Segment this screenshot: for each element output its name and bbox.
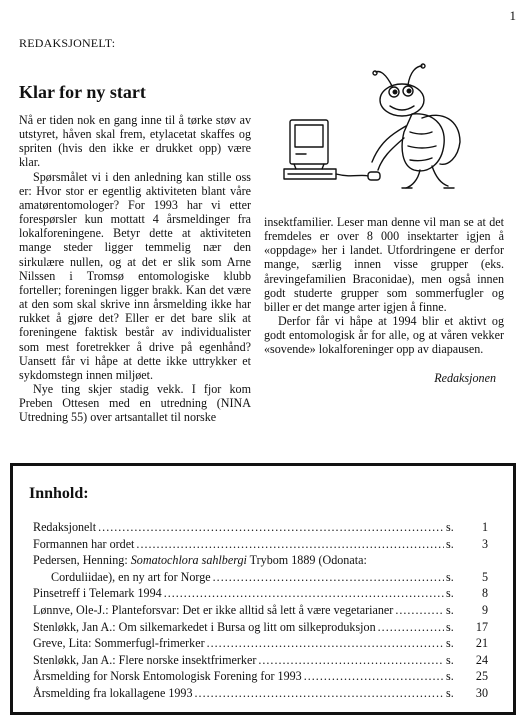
article-paragraph: Nye ting skjer stadig vekk. I fjor kom Preben Ottesen med en utredning (NINA Utredning 55) over artsantallet til norske <box>19 381 251 425</box>
toc-entry-title: Stenløkk, Jan A.: Om silkemarkedet i Bursa og litt om silkeproduksjon <box>33 619 376 634</box>
toc-entry[interactable] <box>33 519 488 536</box>
toc-leader-dots <box>136 536 444 553</box>
toc-leader-dots <box>378 619 444 636</box>
toc-leader-dots <box>207 635 444 652</box>
toc-entry-title: Årsmelding fra lokallagene 1993 <box>33 685 193 700</box>
toc-leader-dots <box>213 569 444 586</box>
toc-page-number: 9 <box>481 602 488 617</box>
toc-entry[interactable] <box>33 668 488 685</box>
toc-page-number: 3 <box>481 536 488 551</box>
toc-page-prefix: s. <box>446 685 454 700</box>
toc-leader-dots <box>195 685 444 702</box>
toc-page-number: 17 <box>475 619 488 634</box>
toc-page-prefix: s. <box>446 586 454 601</box>
toc-page-number: 5 <box>481 569 488 584</box>
toc-entry[interactable] <box>33 585 488 602</box>
toc-entry-title: Pedersen, Henning: Somatochlora sahlbergi Trybom 1889 (Odonata: <box>33 553 367 568</box>
toc-title: Innhold: <box>29 485 89 502</box>
toc-page-prefix: s. <box>446 669 454 684</box>
toc-entry[interactable] <box>33 652 488 669</box>
toc-entry-title: Greve, Lita: Sommerfugl-frimerker <box>33 636 205 651</box>
bug-at-computer-illustration <box>282 62 472 197</box>
article-paragraph: Nå er tiden nok en gang inne til å tørke støv av utstyret, håven skal frem, etylacetat skaffes og spriten (hvis den ikke er drukket opp) være klar. <box>19 113 251 170</box>
toc-entry[interactable] <box>33 685 488 702</box>
toc-leader-dots <box>304 668 444 685</box>
article-left-column <box>19 113 251 424</box>
species-name: Somatochlora sahlbergi <box>130 553 247 568</box>
article-title: Klar for ny start <box>19 82 146 102</box>
toc-page-number: 30 <box>475 685 488 700</box>
toc-page-number: 24 <box>475 652 488 667</box>
toc-page-prefix: s. <box>446 652 454 667</box>
toc-entry-title-continued: Corduliidae), en ny art for Norge <box>51 569 211 584</box>
table-of-contents <box>10 463 516 715</box>
toc-entry[interactable] <box>33 635 488 652</box>
toc-page-number: 8 <box>481 586 488 601</box>
toc-leader-dots <box>395 602 444 619</box>
toc-page-prefix: s. <box>446 636 454 651</box>
toc-entry-title: Stenløkk, Jan A.: Flere norske insektfrimerker <box>33 652 257 667</box>
toc-page-prefix: s. <box>446 569 454 584</box>
article-right-column <box>264 215 504 357</box>
section-label: REDAKSJONELT: <box>19 36 116 50</box>
toc-page-number: 1 <box>481 520 488 534</box>
toc-entry-title: Lønnve, Ole-J.: Planteforsvar: Det er ikke alltid så lett å være vegetarianer <box>33 602 394 617</box>
toc-page-number: 25 <box>475 669 488 684</box>
toc-page-prefix: s. <box>446 619 454 634</box>
toc-page-prefix: s. <box>446 602 454 617</box>
toc-entry[interactable] <box>33 602 488 619</box>
toc-entry[interactable] <box>33 619 488 636</box>
article-paragraph: Spørsmålet vi i den anledning kan stille oss er: Hvor stor er egentlig aktiviteten blant våre amatørentomologer? For 1993 har vi etter forespørsler kun mottatt 4 årsmeldinger fra lokalforeningene. Betyr dette at aktiviteten mange steder ligger temmelig nær den sirkulære nullen, og at det er slik som Arne Nilssen i Tromsø entomologiske klubb forteller; foreningen ligger brakk. Kan det være at den som skal skrive inn årsmelding ikke har rukket å gjøre det? Eller er det bare slik at foreningene faktisk består av individualister som mest foretrekker å drive på egenhånd? Uansett får vi håpe at dette ikke uttrykker et sykdomstegn innen miljøet. <box>19 169 251 382</box>
toc-leader-dots <box>98 519 444 536</box>
page-number: 1 <box>509 8 516 23</box>
article-signature: Redaksjonen <box>434 371 496 385</box>
toc-entry[interactable] <box>33 536 488 553</box>
toc-entry-title: Pinsetreff i Telemark 1994 <box>33 586 162 601</box>
toc-page-number: 21 <box>475 636 488 651</box>
toc-page-prefix: s. <box>446 536 454 551</box>
toc-page-prefix: s. <box>446 520 454 534</box>
toc-leader-dots <box>164 585 444 602</box>
article-paragraph: insektfamilier. Leser man denne vil man se at det fremdeles er over 8 000 insektarter igjen å «oppdage» her i landet. Utfordringene er derfor mange, særlig innen visse grupper (eks. årevingefamilien Braconidae), men også innen godt studerte grupper som sommerfugler og biller er det mange arter igjen å finne. <box>264 215 504 314</box>
article-paragraph: Derfor får vi håpe at 1994 blir et aktivt og godt entomologisk år for alle, og at våren vekker «sovende» lokalforeninger opp av diapausen. <box>264 314 504 357</box>
toc-leader-dots <box>258 652 444 669</box>
toc-entry-title: Redaksjonelt <box>33 520 97 534</box>
toc-entry[interactable] <box>33 552 488 585</box>
toc-list <box>33 519 488 702</box>
toc-entry-title: Årsmelding for Norsk Entomologisk Forening for 1993 <box>33 669 302 684</box>
toc-entry-title: Formannen har ordet <box>33 536 135 551</box>
